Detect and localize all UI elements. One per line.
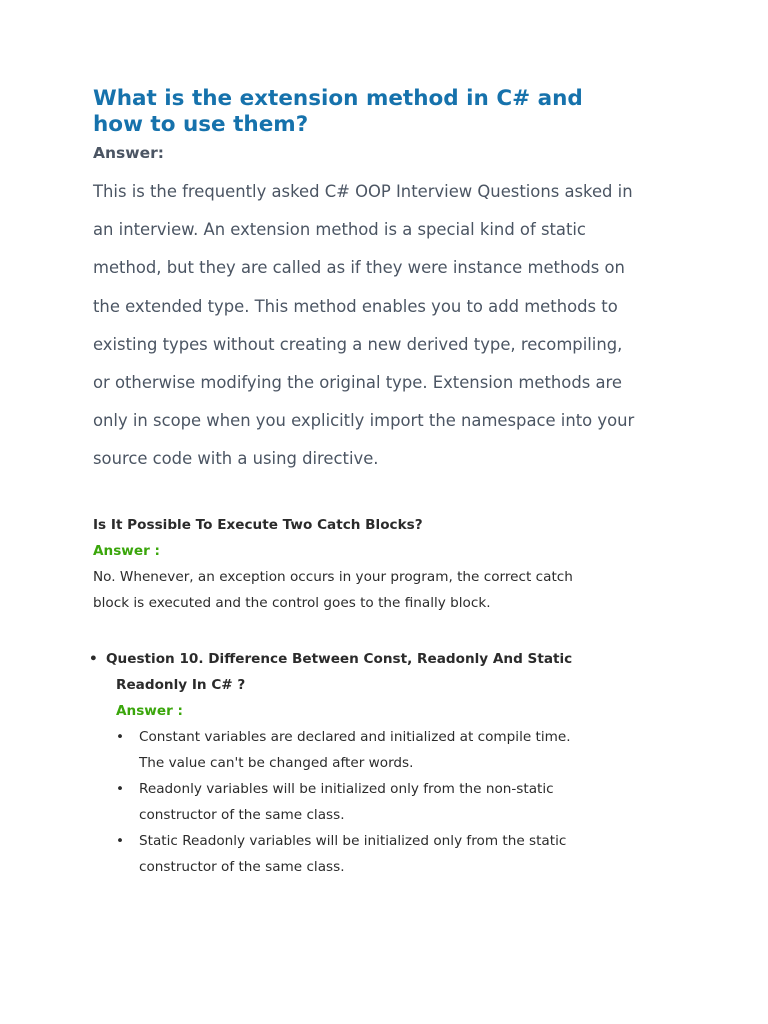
catch-blocks-question [93, 512, 683, 616]
document-content [89, 86, 683, 875]
answer-paragraph [93, 173, 683, 479]
bullet-icon: • [116, 781, 125, 797]
title-line: What is the extension method in C# and [93, 86, 583, 111]
bullet-icon: • [116, 833, 125, 849]
paragraph-line: or otherwise modifying the original type. Extension methods are [93, 373, 622, 393]
bullet-icon: • [89, 651, 98, 667]
question-line: Question 10. Difference Between Const, Readonly And Static [106, 651, 573, 667]
paragraph-line: source code with a using directive. [93, 449, 379, 469]
answer-text [93, 564, 683, 616]
paragraph-line: the extended type. This method enables you to add methods to [93, 296, 618, 316]
answer-list [89, 724, 689, 880]
const-readonly-question [89, 646, 689, 880]
list-item [116, 724, 689, 776]
list-item [116, 776, 689, 828]
list-item-line: Static Readonly variables will be initialized only from the static [139, 833, 567, 849]
list-item-line: Readonly variables will be initialized only from the non-static [139, 781, 554, 797]
paragraph-line: only in scope when you explicitly import the namespace into your [93, 411, 635, 431]
list-item [116, 828, 689, 880]
paragraph-line: This is the frequently asked C# OOP Interview Questions asked in [93, 182, 633, 201]
answer-label: Answer: [93, 144, 164, 162]
list-item-line: Constant variables are declared and initialized at compile time. [139, 729, 571, 745]
answer-label: Answer : [116, 703, 183, 719]
question-heading [89, 646, 689, 698]
page-title [93, 86, 683, 138]
question-line: Readonly In C# ? [116, 677, 246, 693]
list-item-line: constructor of the same class. [139, 807, 345, 823]
paragraph-line: existing types without creating a new derived type, recompiling, [93, 334, 623, 354]
answer-line: block is executed and the control goes to the finally block. [93, 595, 491, 611]
answer-line: No. Whenever, an exception occurs in your program, the correct catch [93, 569, 573, 585]
paragraph-line: an interview. An extension method is a special kind of static [93, 220, 586, 240]
answer-label: Answer : [93, 543, 160, 559]
list-item-line: The value can't be changed after words. [139, 755, 414, 771]
list-item-line: constructor of the same class. [139, 859, 345, 875]
bullet-icon: • [116, 729, 125, 745]
paragraph-line: method, but they are called as if they were instance methods on [93, 258, 625, 278]
title-line: how to use them? [93, 112, 309, 137]
question-heading: Is It Possible To Execute Two Catch Blocks? [93, 517, 423, 533]
